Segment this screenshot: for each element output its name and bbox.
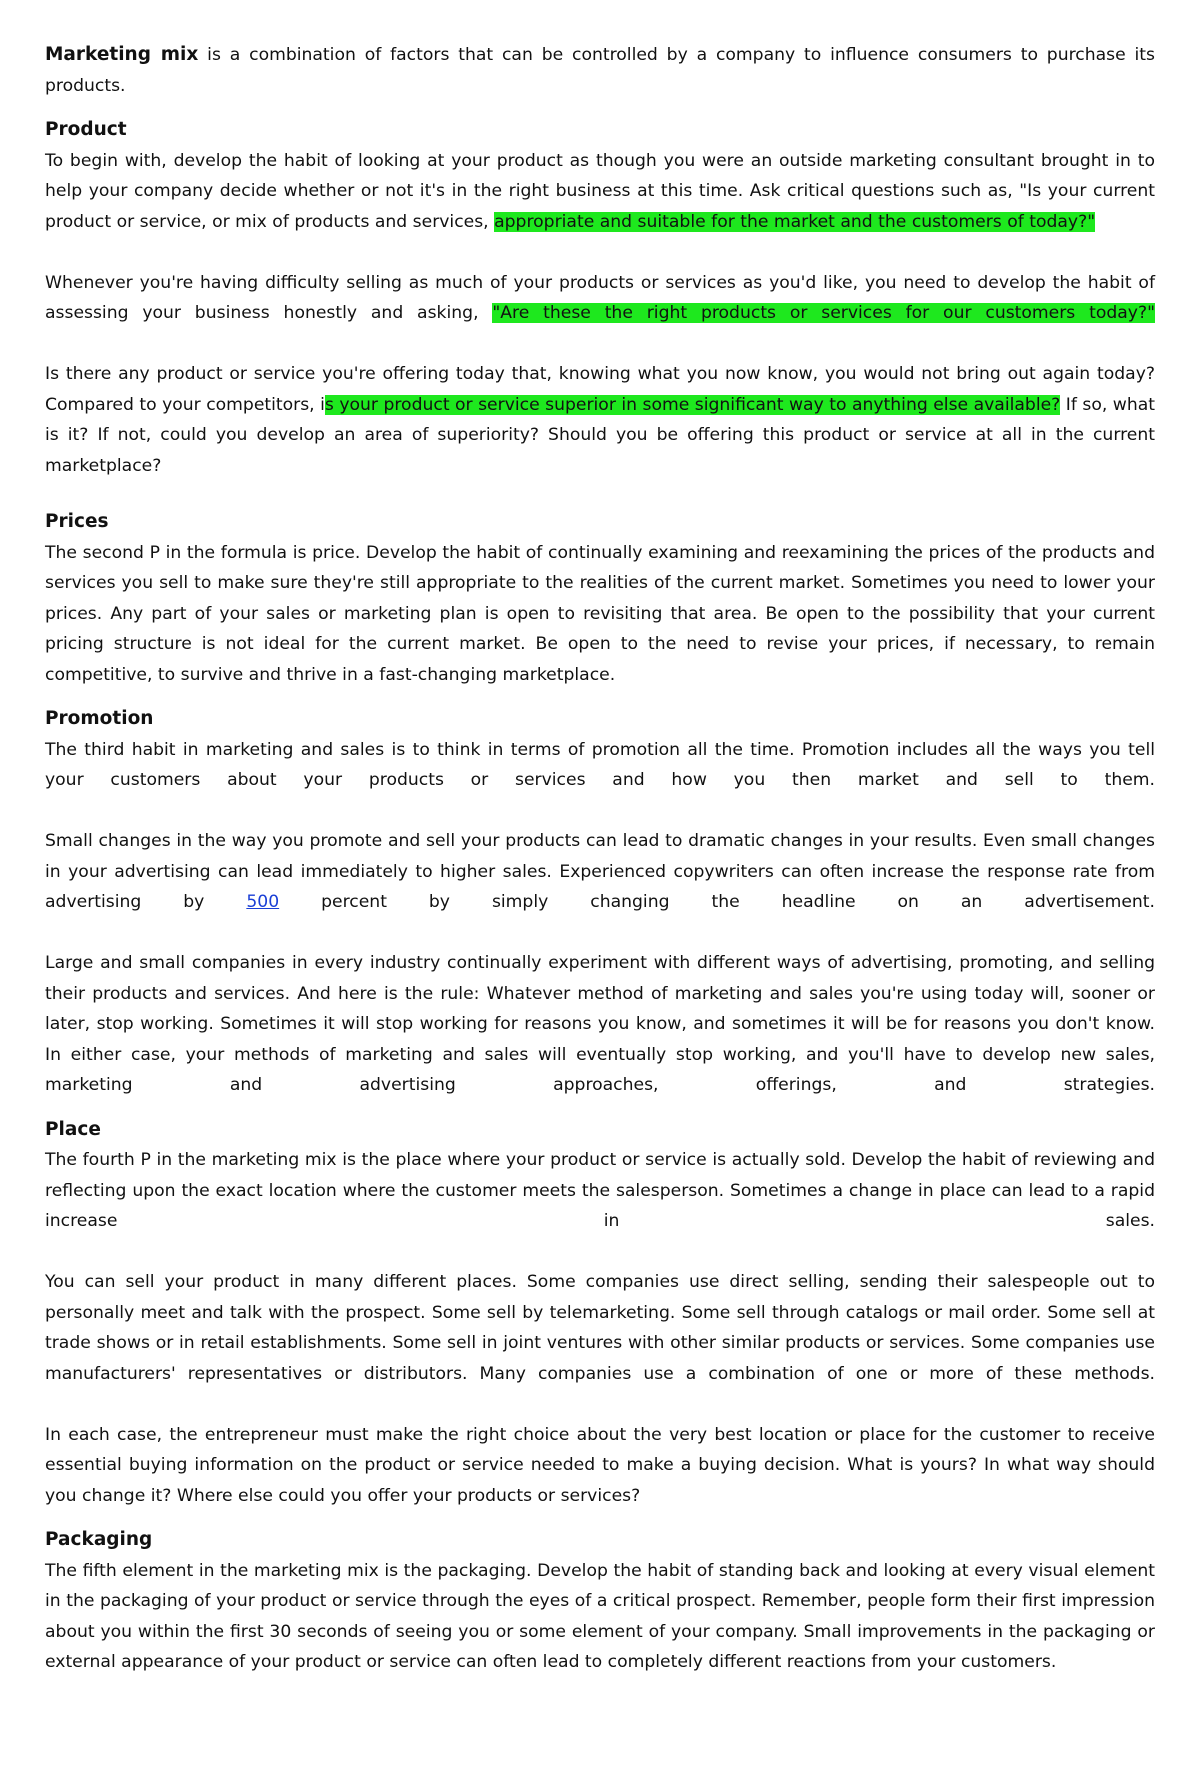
product-p3-text-b: If so, what is it? If not, could you develop an area of superiority? Should you be offering this product or service at all in the current marketplace? — [45, 394, 1155, 476]
intro-term: Marketing mix — [45, 44, 199, 65]
product-p3-text-a: Is there any product or service you're offering today that, knowing what you now know, you would not bring out again today? Compared to your competitors, i — [45, 364, 1155, 415]
promotion-paragraph-1: The third habit in marketing and sales is to think in terms of promotion all the time. Promotion includes all the ways you tell your customers about your products or services and how you then market and sell to them. — [45, 739, 1155, 790]
highlight-3: s your product or service superior in some significant way to anything else available? — [324, 394, 1061, 415]
promotion-paragraph-3: Large and small companies in every industry continually experiment with different ways of advertising, promoting, and selling their products and services. And here is the rule: Whatever method of marketing and sales you're using today will, sooner or later, stop working. Sometimes it will stop working for reasons you know, and sometimes it will be for reasons you don't know. In either case, your methods of marketing and sales will eventually stop working, and you'll have to develop new sales, marketing and advertising approaches, offerings, and strategies. — [45, 953, 1155, 1095]
place-paragraph-1: The fourth P in the marketing mix is the place where your product or service is actually sold. Develop the habit of reviewing and reflecting upon the exact location where the customer meets the salesperson. Sometimes a change in place can lead to a rapid increase in sales. — [45, 1150, 1155, 1231]
prices-paragraph-1: The second P in the formula is price. Develop the habit of continually examining and reexamining the prices of the products and services you sell to make sure they're still appropriate to the realities of the current market. Sometimes you need to lower your prices. Any part of your sales or marketing plan is open to revisiting that area. Be open to the possibility that your current pricing structure is not ideal for the current market. Be open to the need to revise your prices, if necessary, to remain competitive, to survive and thrive in a fast-changing marketplace. — [45, 542, 1155, 685]
promotion-p2-text-b: percent by simply changing the headline on an advertisement. — [279, 892, 1156, 912]
highlight-1: appropriate and suitable for the market and the customers of today?" — [494, 211, 1096, 232]
heading-product: Product — [45, 119, 127, 140]
promotion-paragraph-2 — [45, 826, 1155, 918]
document-page — [45, 40, 1155, 1678]
heading-packaging: Packaging — [45, 1529, 153, 1550]
heading-prices: Prices — [45, 511, 109, 532]
highlight-2: "Are these the right products or services for our customers today?" — [492, 303, 1155, 323]
promotion-p2-text-a: Small changes in the way you promote and sell your products can lead to dramatic changes in your results. Even small changes in your advertising can lead immediately to higher sales. Experienced copywriters can often increase the response rate from advertising by — [45, 831, 1155, 912]
place-paragraph-3: In each case, the entrepreneur must make the right choice about the very best location or place for the customer to receive essential buying information on the product or service needed to make a buying decision. What is yours? In what way should you change it? Where else could you offer your products or services? — [45, 1424, 1155, 1506]
product-p1-text: To begin with, develop the habit of looking at your product as though you were an outside marketing consultant brought in to help your company decide whether or not it's in the right business at this time. Ask critical questions such as, "Is your current product or service, or mix of products and services, — [45, 150, 1155, 232]
heading-promotion: Promotion — [45, 708, 154, 729]
heading-place: Place — [45, 1118, 101, 1140]
place-paragraph-2: You can sell your product in many different places. Some companies use direct selling, sending their salespeople out to personally meet and talk with the prospect. Some sell by telemarketing. Some sell through catalogs or mail order. Some sell at trade shows or in retail establishments. Some sell in joint ventures with other similar products or services. Some companies use manufacturers' representatives or distributors. Many companies use a combination of one or more of these methods. — [45, 1272, 1155, 1384]
link-500[interactable]: 500 — [246, 892, 280, 912]
product-paragraph-2 — [45, 268, 1155, 329]
product-paragraph-1 — [45, 146, 1155, 238]
packaging-paragraph-1: The fifth element in the marketing mix is the packaging. Develop the habit of standing back and looking at every visual element in the packaging of your product or service through the eyes of a critical prospect. Remember, people form their first impression about you within the first 30 seconds of seeing you or some element of your company. Small improvements in the packaging or external appearance of your product or service can often lead to completely different reactions from your customers. — [45, 1560, 1155, 1672]
product-paragraph-3 — [45, 359, 1155, 481]
intro-paragraph — [45, 40, 1155, 101]
product-p2-text: Whenever you're having difficulty selling as much of your products or services as you'd like, you need to develop the habit of assessing your business honestly and asking, — [45, 272, 1155, 323]
intro-text: is a combination of factors that can be controlled by a company to influence consumers to purchase its products. — [45, 45, 1155, 96]
